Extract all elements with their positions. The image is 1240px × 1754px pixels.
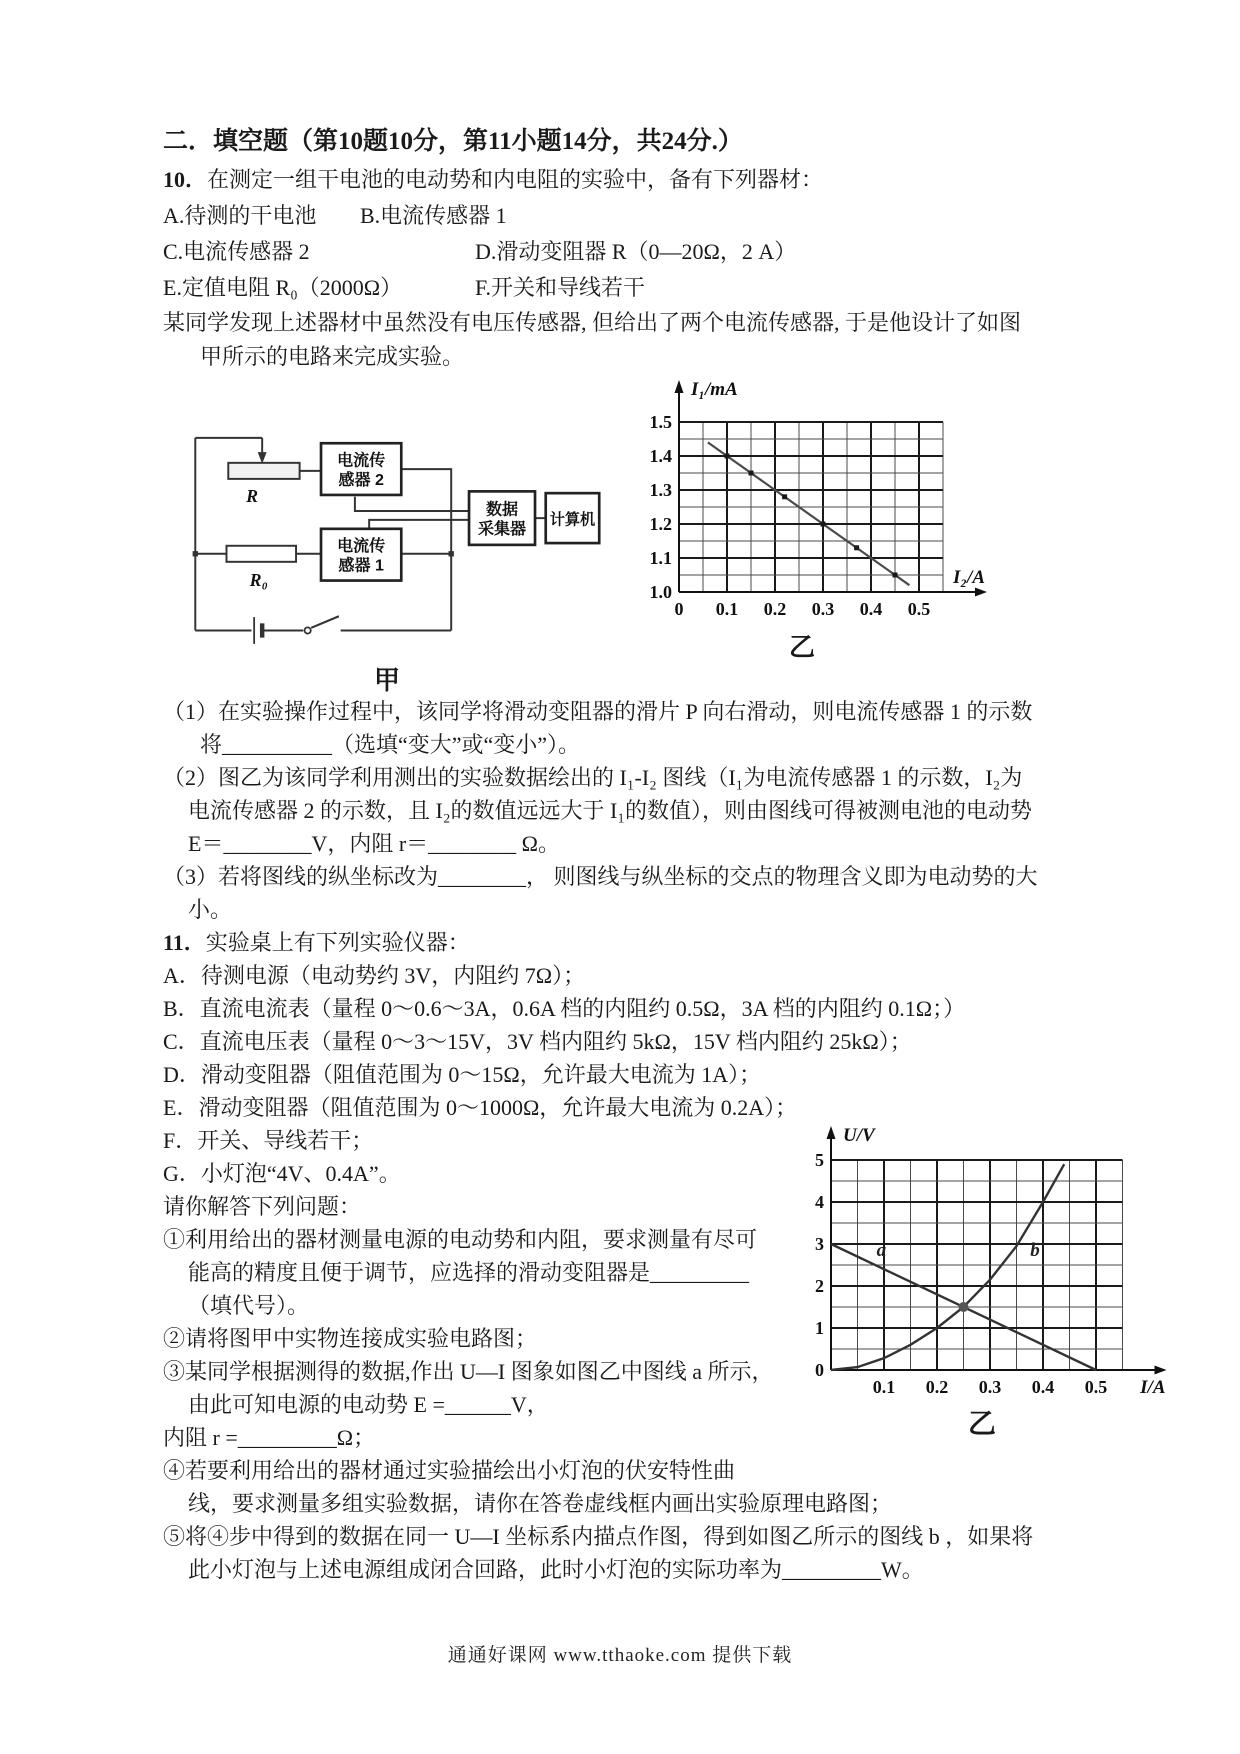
daq-label-line1: 数据 (485, 500, 519, 519)
svg-text:I₂/A: I₂/A (953, 567, 985, 588)
junction-right (449, 551, 454, 556)
q11-s1-line1: ①利用给出的器材测量电源的电动势和内阻，要求测量有尽可 (163, 1227, 758, 1252)
q11-s3-line3: 内阻 r =_________Ω； (163, 1425, 376, 1450)
q10-item-c: C.电流传感器 2 (163, 239, 310, 264)
q11-s5-line1: ⑤将④步中得到的数据在同一 U—I 坐标系内描点作图，得到如图乙所示的图线 b ，如果将 (163, 1524, 1034, 1549)
computer-label: 计算机 (549, 511, 596, 529)
svg-text:0.5: 0.5 (907, 599, 931, 619)
graph1-figure (627, 378, 999, 662)
q11-item-c: C．直流电压表（量程 0～3～15V，3V 档内阻约 5kΩ，15V 档内阻约 25kΩ）； (163, 1029, 912, 1054)
svg-text:0.1: 0.1 (872, 1377, 896, 1397)
q11-item-b: B．直流电流表（量程 0～0.6～3A，0.6A 档的内阻约 0.5Ω，3A 档的内阻约 0.1Ω；） (163, 996, 966, 1021)
question-10 (163, 162, 1135, 926)
svg-text:I/A: I/A (1140, 1377, 1166, 1398)
q10-number: 10． (163, 167, 208, 192)
svg-text:0.1: 0.1 (715, 599, 739, 619)
q10-sub2-line3: E＝________V，内阻 r＝________ Ω。 (188, 831, 561, 856)
svg-text:0.2: 0.2 (763, 599, 787, 619)
q11-s4-line2: 线，要求测量多组实验数据，请你在答卷虚线框内画出实验原理电路图； (188, 1491, 893, 1516)
svg-text:b: b (1030, 1239, 1040, 1261)
q11-s3-line2: 由此可知电源的电动势 E =______V， (188, 1392, 549, 1417)
daq-label-line2: 采集器 (477, 520, 527, 539)
chart-u-i (795, 1124, 1169, 1404)
q11-s1-line3: （填代号）。 (188, 1293, 310, 1318)
figure-row (173, 378, 1135, 695)
svg-text:1.1: 1.1 (649, 548, 672, 568)
q10-sub1-line1: （1）在实验操作过程中，该同学将滑动变阻器的滑片 P 向右滑动，则电流传感器 1 的示数 (163, 699, 1033, 724)
q10-stem: 10．在测定一组干电池的电动势和内电阻的实验中，备有下列器材： (163, 167, 824, 192)
svg-text:1.3: 1.3 (649, 480, 672, 500)
q10-item-e: E.定值电阻 R₀（2000Ω） (163, 275, 403, 300)
q11-stem: 11．实验桌上有下列实验仪器： (163, 930, 470, 955)
q11-number: 11． (163, 930, 206, 955)
svg-text:1.4: 1.4 (649, 446, 672, 466)
q10-note-line1: 某同学发现上述器材中虽然没有电压传感器, 但给出了两个电流传感器, 于是他设计了如图 (163, 310, 1022, 335)
q11-s2: ②请将图甲中实物连接成实验电路图； (163, 1326, 538, 1351)
circuit-diagram (173, 402, 601, 661)
svg-text:5: 5 (815, 1150, 824, 1170)
svg-text:0.4: 0.4 (1031, 1377, 1055, 1397)
rheostat-body (228, 463, 299, 479)
q10-sub1-line2: 将__________（选填“变大”或“变小”）。 (200, 732, 581, 757)
q11-item-e: E．滑动变阻器（阻值范围为 0～1000Ω，允许最大电流为 0.2A）； (163, 1095, 798, 1120)
q11-s5-line2: 此小灯泡与上述电源组成闭合回路，此时小灯泡的实际功率为_________W。 (188, 1557, 924, 1582)
circuit-figure (173, 402, 601, 695)
rheostat-label: R (246, 486, 259, 507)
svg-text:0.3: 0.3 (978, 1377, 1002, 1397)
sensor2-label-line2: 感器 2 (338, 471, 384, 490)
graph1-caption: 乙 (788, 633, 815, 662)
graph2-caption: 乙 (967, 1409, 996, 1440)
svg-text:3: 3 (815, 1234, 824, 1254)
svg-text:0.4: 0.4 (859, 599, 883, 619)
q10-item-d: D.滑动变阻器 R（0—20Ω，2 A） (475, 239, 797, 264)
r0-body (227, 546, 297, 562)
sensor2-label-line1: 电流传 (337, 451, 386, 470)
q10-item-f: F.开关和导线若干 (475, 275, 645, 300)
q11-item-g: G．小灯泡“4V、0.4A”。 (163, 1161, 401, 1186)
svg-text:4: 4 (815, 1192, 824, 1212)
r0-label: R₀ (249, 569, 268, 590)
q10-note-line2: 甲所示的电路来完成实验。 (200, 344, 465, 369)
svg-text:0.3: 0.3 (811, 599, 835, 619)
svg-text:U/V: U/V (843, 1125, 875, 1146)
q11-s3-line1: ③某同学根据测得的数据,作出 U—I 图象如图乙中图线 a 所示， (163, 1359, 774, 1384)
svg-text:I₁/mA: I₁/mA (691, 379, 738, 400)
svg-text:0: 0 (674, 599, 684, 619)
q11-s4-line1: ④若要利用给出的器材通过实验描绘出小灯泡的伏安特性曲 (163, 1458, 736, 1483)
svg-text:0: 0 (815, 1360, 824, 1380)
sensor1-label-line1: 电流传 (337, 537, 386, 556)
svg-text:2: 2 (815, 1276, 824, 1296)
graph2-figure (795, 1124, 1169, 1440)
svg-text:1.0: 1.0 (649, 582, 672, 602)
q11-item-d: D．滑动变阻器（阻值范围为 0～15Ω，允许最大电流为 1A）； (163, 1062, 762, 1087)
page-footer: 通通好课网 www.tthaoke.com 提供下载 (447, 1645, 793, 1666)
q10-sub2-line2: 电流传感器 2 的示数，且 I₂的数值远远大于 I₁的数值），则由图线可得被测电池的电动势 (188, 798, 1032, 823)
svg-text:1.2: 1.2 (649, 514, 672, 534)
svg-text:1: 1 (815, 1318, 824, 1338)
sensor1-label-line2: 感器 1 (338, 556, 384, 575)
q11-item-f: F．开关、导线若干； (163, 1128, 374, 1153)
circuit-caption: 甲 (373, 666, 400, 695)
svg-text:a: a (876, 1239, 887, 1261)
q10-sub2-line1: （2）图乙为该同学利用测出的实验数据绘出的 I₁-I₂ 图线（I₁为电流传感器 1 的示数，I₂为 (163, 765, 1023, 790)
switch-pivot (305, 627, 311, 633)
q10-items-ab (163, 198, 1135, 234)
section-title: 二．填空题（第10题10分，第11小题14分，共24分.） (163, 128, 743, 155)
q10-items-ef (163, 270, 1135, 306)
q11-s1-line2: 能高的精度且便于调节，应选择的滑动变阻器是_________ (188, 1260, 750, 1285)
q10-item-b: B.电流传感器 1 (360, 203, 507, 228)
q10-sub3-line1: （3）若将图线的纵坐标改为________， 则图线与纵坐标的交点的物理含义即为电动势的大 (163, 864, 1038, 889)
switch-lever (311, 616, 339, 628)
q10-sub3-line2: 小。 (188, 897, 233, 922)
svg-text:0.2: 0.2 (925, 1377, 949, 1397)
q11-prompt: 请你解答下列问题： (163, 1194, 362, 1219)
svg-text:0.5: 0.5 (1084, 1377, 1108, 1397)
question-11 (163, 926, 1166, 1586)
q10-item-a: A.待测的干电池 (163, 203, 317, 228)
svg-text:1.5: 1.5 (649, 412, 672, 432)
q10-items-cd (163, 234, 1135, 270)
chart-i1-i2 (627, 378, 999, 628)
junction-left (193, 551, 198, 556)
q11-item-a: A．待测电源（电动势约 3V，内阻约 7Ω）； (163, 963, 586, 988)
